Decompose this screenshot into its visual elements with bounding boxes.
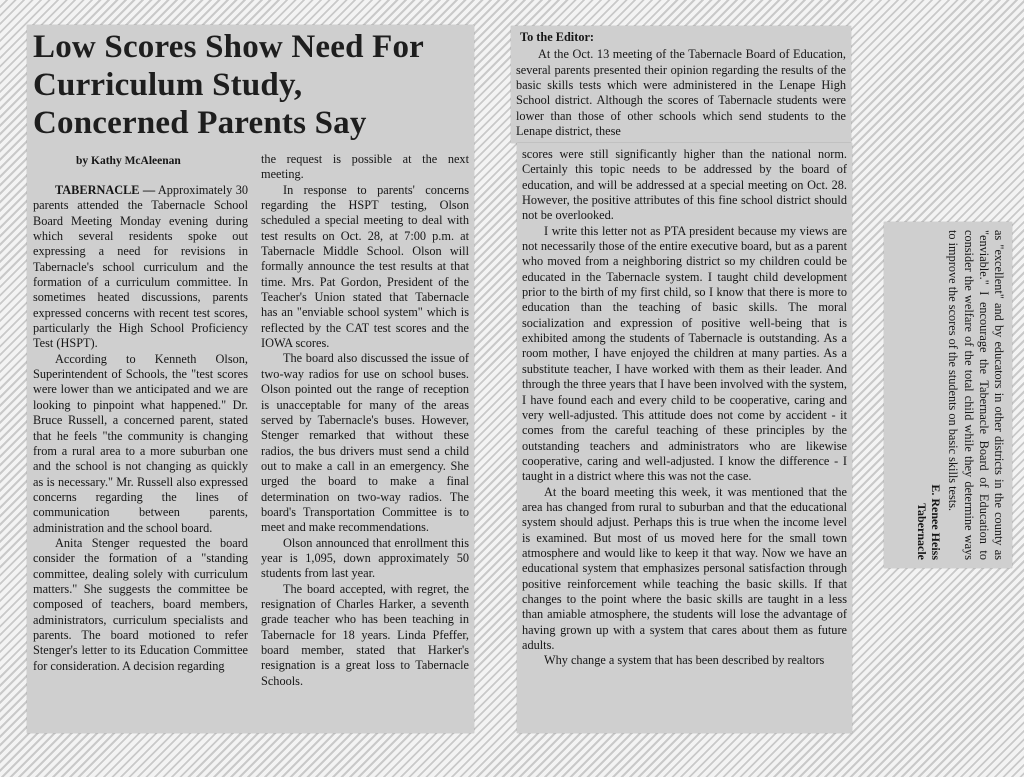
letter-heading: To the Editor: [520,30,595,44]
letter-signature [915,230,943,560]
letter-continuation-clipping [884,222,1012,568]
dateline: TABERNACLE — [55,183,156,197]
article-column-2 [261,152,469,689]
article-paragraph: TABERNACLE — Approximately 30 parents attended the Tabernacle School Board Meeting Monday evening during which several residents spoke out expressing a need for revisions in Tabernacle's school curriculum and the formation of a curriculum committee. In sometimes heated discussions, parents expressed concerns with recent test scores, particularly the High School Proficiency Test (HSPT). [33,183,248,351]
article-column-1 [33,183,248,674]
letter-continuation-text: as "excellent" and by educators in other districts in the county as "enviable." I encourage the Tabernacle Board of Education to consider the welfare of the total child while they determine ways to improve the scores of the students on basic skills tests. [946,230,1006,560]
letter-paragraph: Why change a system that has been described by realtors [544,653,825,668]
article-paragraph: In response to parents' concerns regarding the HSPT testing, Olson scheduled a special meeting to deal with test results on Oct. 28, at 7:00 p.m. at Tabernacle Middle School. Olson will formally announce the test results at that time. Mrs. Pat Gordon, President of the Teacher's Union stated that Tabernacle has an "enviable school system" which is reflected by the CAT test scores and the IOWA scores. [261,182,469,351]
letter-body [522,147,847,669]
letter-paragraph: I write this letter not as PTA president because my views are not necessarily those of the entire executive board, but as a parent who moved from a neighboring district so my children could be educated in the Tabernacle system. I taught child development prior to the birth of my first child, so I know that there is more to education than the teaching of basic skills. The moral socialization and expression of positive well-being that is exhibited among the students of Tabernacle is outstanding. As a room mother, I have enjoyed the children at many parties. As a substitute teacher, I have worked with them as their leader. And through the three years that I have been involved with the system, I have found each and every child to be cooperative, caring and very well-adjusted. This attitude does not come by accident - it comes from the careful teaching of these principles by the outstanding teachers and administrators who are likewise cooperative, caring and well-adjusted. I know the difference - I taught in a district where this was not the case. [522,223,847,484]
letter-continuation-rotated [884,222,1012,568]
letter-paragraph: At the Oct. 13 meeting of the Tabernacle Board of Education, several parents presented their opinion regarding the results of the basic skills tests which were administered in the Lenape High School district. Although the scores of Tabernacle students were lower than those of other schools which send students to the Lenape district, these [516,47,846,139]
article-byline: by Kathy McAleenan [76,155,181,167]
article-paragraph: According to Kenneth Olson, Superintendent of Schools, the "test scores were lower than we anticipated and we are looking to pinpoint what happened." Dr. Bruce Russell, a concerned parent, stated that he feels "the community is changing from a rural area to a more suburban one and the school is not changing as quickly as is necessary." Mr. Russell also expressed concerns regarding the lines of communication between parents, administration and the school board. [33,351,248,535]
article-headline: Low Scores Show Need For Curriculum Study, Concerned Parents Say [33,29,424,141]
signature-name: E. Renee Heiss [929,484,944,560]
article-paragraph: The board also discussed the issue of two-way radios for use on school buses. Olson pointed out the range of reception is unacceptable for many of the areas served by Tabernacle's buses. However, Stenger remarked that without these radios, the bus drivers must send a child out to make a call in an emergency. She urged the board to make a final determination on two-way radios. The board's Transportation Committee is to meet and make recommendations. [261,351,469,535]
letter-top-section [516,30,846,139]
signature-place: Tabernacle [915,503,930,560]
article-paragraph: The board accepted, with regret, the resignation of Charles Harker, a seventh grade teacher who has been teaching in Tabernacle for 18 years. Linda Pfeffer, board member, stated that Harker's resignation is a great loss to Tabernacle Schools. [261,581,469,688]
article-paragraph: the request is possible at the next meeting. [261,152,469,182]
letter-paragraph: scores were still significantly higher than the national norm. Certainly this topic needs to be addressed by the board of education, and will be addressed at a special meeting on Oct. 28. However, the positive attributes of this fine school district should not be overlooked. [522,147,847,223]
article-paragraph: Anita Stenger requested the board consider the formation of a "standing committee, dealing solely with curriculum matters." She suggests the committee be composed of teachers, board members, administrators, curriculum specialists and parents. The board motioned to refer Stenger's letter to its Education Committee for consideration. A decision regarding [33,535,248,673]
article-paragraph: Olson announced that enrollment this year is 1,095, down approximately 50 students from last year. [261,535,469,581]
letter-paragraph: At the board meeting this week, it was mentioned that the area has changed from rural to suburban and that the educational system should adjust. Perhaps this is true when the income level is examined. But most of us moved here for the small town atmosphere and would like to keep it that way. Now we have an educational system that emphasizes personal satisfaction through positive reinforcement while teaching the basic skills. If that changes to the point where the basic skills are taught in a less than amiable atmosphere, the students will lose the advantage of having grown up with a system that cares about them as future adults. [522,484,847,652]
